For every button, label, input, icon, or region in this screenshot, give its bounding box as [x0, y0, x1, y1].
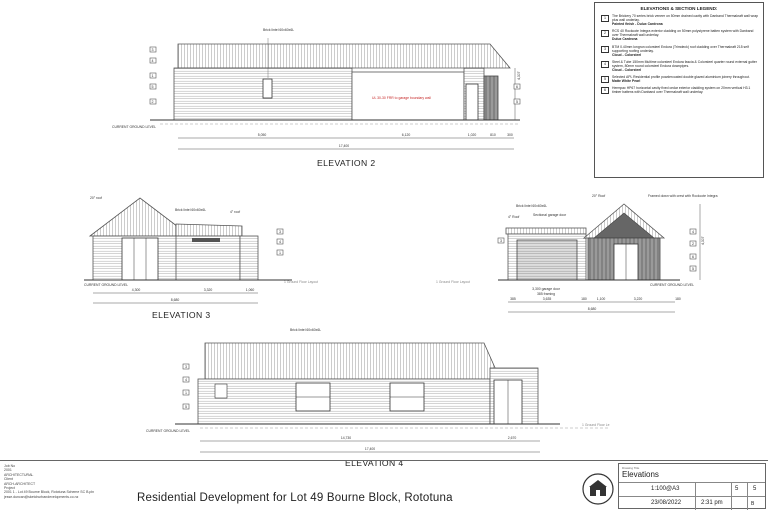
e2-dim-5: 300	[507, 133, 513, 137]
info-line: ARCHITECTURAL	[4, 472, 34, 477]
svg-text:4: 4	[279, 240, 281, 244]
svg-text:3: 3	[279, 230, 281, 234]
e1-framed-note: Framed down with crest with Rockcote Integra	[648, 194, 718, 198]
e3-total: 8,680	[170, 298, 180, 302]
e1-height-dim: 4,307	[701, 236, 705, 245]
e1-dim-3: 180	[581, 297, 587, 301]
svg-text:1: 1	[151, 74, 154, 78]
sheet-info	[618, 463, 766, 509]
revision-value: B	[751, 501, 755, 507]
e3-ground-label: CURRENT GROUND LEVEL	[84, 283, 129, 287]
e1-ground-label: CURRENT GROUND LEVEL	[650, 283, 695, 287]
e1-door-dim-1: 3,300 garage door	[532, 287, 560, 291]
elevation-3-title: ELEVATION 3	[152, 310, 211, 320]
legend-text: RCS 40 Rockcote Integra exterior cladding on 50mm polystyrene batten system with Danband over Thermakraft wall underlay.	[612, 29, 754, 38]
date-value: 23/08/2022	[651, 500, 682, 506]
legend-note: Painted finish - Dulux Cardrona	[612, 22, 663, 27]
legend-note: Matte White Pearl	[612, 79, 641, 84]
legend-text: Steel & Tube 150mm Multime colorsteel Endura fascia & Colorsteel quarter round external gutter system, 80mm round colorsteel Endura downpipes.	[612, 59, 757, 68]
e3-dim-1: 4,300	[131, 288, 141, 292]
legend-note: Dulux Cardrona	[612, 37, 638, 42]
project-title: Residential Development for Lot 49 Bourne Block, Rototuna	[137, 492, 453, 504]
elevation-1	[498, 204, 700, 312]
svg-text:4: 4	[692, 230, 694, 234]
svg-text:6: 6	[692, 255, 694, 259]
elevation-4-title: ELEVATION 4	[345, 458, 404, 468]
svg-text:2: 2	[692, 242, 694, 246]
legend-text: The Brickery 70 series brick veneer on 50mm drained cavity with Danband Thermakraft wall wrap plus wall underlay.	[612, 14, 758, 23]
e1-door-note: Sectional garage door	[533, 213, 567, 217]
e2-lintel-note: Brick lintel 60x60x6L	[263, 28, 295, 32]
e2-dim-1: 5,050	[257, 133, 267, 137]
elevation-4	[175, 343, 610, 452]
legend-item	[599, 75, 759, 83]
svg-text:4: 4	[151, 59, 154, 63]
scale-value: 1:100@A3	[651, 486, 680, 492]
e2-height-dim: 4,307	[517, 71, 521, 80]
company-logo-icon	[581, 472, 615, 506]
info-line: 2001 1 - Lot 49 Bourne Block, Rototuna Scheme SC B.pln	[4, 490, 95, 495]
e1-dim-4: 1,100	[596, 297, 606, 301]
sheet-title: Elevations	[622, 470, 659, 479]
info-line: Client	[4, 477, 13, 482]
legend-text: Selected APL Residential profile powdercoated double glazed aluminium joinery throughout.	[612, 75, 750, 80]
svg-text:4: 4	[185, 378, 187, 382]
elevation-2	[150, 38, 520, 149]
legend-text: Hermpac HP67 horizontal cavity fixed cedar exterior cladding system on 20mm vertical H3.1 timber battens with Danband over Thermakraft wall underlay.	[612, 86, 751, 95]
sheet-number: 5	[735, 486, 739, 492]
e1-dim-6: 180	[675, 297, 681, 301]
svg-text:5: 5	[692, 267, 694, 271]
svg-text:1: 1	[185, 391, 187, 395]
e1-total: 8,680	[587, 307, 597, 311]
info-line: ARCH-ARCHITECT	[4, 481, 36, 486]
legend-title: ELEVATIONS & SECTION LEGEND:	[640, 6, 718, 11]
legend-number: 3	[601, 46, 609, 53]
svg-text:6: 6	[516, 85, 518, 89]
e2-total: 17,400	[338, 144, 350, 148]
e1-floor-label: 1 Ground Floor Layout	[436, 280, 470, 284]
e3-floor-label: 1 Ground Floor Layout	[284, 280, 318, 284]
e1-dim-5: 3,220	[633, 297, 643, 301]
legend-note: Cloud - Colorsteel	[612, 52, 642, 57]
legend-number: 5	[601, 76, 609, 83]
e4-dim-2: 2,670	[507, 436, 517, 440]
e1-roof2-note: 20° Roof	[592, 194, 606, 198]
svg-text:1: 1	[279, 251, 281, 255]
elevation-2-title: ELEVATION 2	[317, 158, 376, 168]
svg-text:5: 5	[151, 85, 154, 89]
e4-floor-label: 1 Ground Floor Le	[582, 423, 610, 427]
legend-note: Cloud - Colorsteel	[612, 68, 642, 73]
e2-red-note: UL 30-30 FRR to garage boundary wall	[372, 96, 431, 100]
e1-lintel-note: Brick lintel 60x60x6L	[516, 204, 548, 208]
legend-number: 6	[601, 87, 609, 94]
svg-text:3: 3	[500, 239, 502, 243]
svg-text:2: 2	[151, 100, 154, 104]
info-line: 2001	[4, 468, 12, 473]
legend-number: 1	[601, 15, 609, 22]
sheet-title-label: Drawing Title	[622, 466, 640, 470]
legend-item	[599, 45, 759, 57]
e2-dim-2: 6,120	[401, 133, 411, 137]
info-line: Project	[4, 486, 15, 491]
e1-door-dim-2: 385 framing	[537, 292, 555, 296]
legend-item	[599, 60, 759, 72]
e3-lintel-note: Brick lintel 60x60x6L	[175, 208, 207, 212]
legend-text: BTM 0.40mm longrun colorsteel Endura (Trimdeck) roof cladding over Thermakraft 215 self supporting roofing underlay.	[612, 44, 749, 53]
legend-number: 4	[601, 61, 609, 68]
info-line: jesse.duncan@sketchurbandevelopments.co.nz	[4, 494, 79, 499]
legend-item	[599, 29, 759, 41]
e2-ground-label: CURRENT GROUND LEVEL	[112, 125, 157, 129]
e3-roof-note: 20° roof	[90, 196, 102, 200]
project-info	[4, 464, 134, 499]
e4-ground-label: CURRENT GROUND LEVEL	[146, 429, 191, 433]
e3-roof2-note: 4° roof	[230, 210, 241, 214]
svg-text:3: 3	[185, 365, 187, 369]
legend-item	[599, 86, 759, 94]
e4-lintel-note: Brick lintel 60x60x6L	[290, 328, 322, 332]
svg-text:3: 3	[151, 48, 154, 52]
e3-dim-2: 3,320	[203, 288, 213, 292]
elevation-3	[84, 198, 292, 303]
e1-dim-2: 3,635	[542, 297, 552, 301]
e4-dim-1: 14,730	[340, 436, 352, 440]
sheet-total: 5	[753, 486, 757, 492]
e2-dim-4: 810	[490, 133, 496, 137]
e1-dim-1: 385	[510, 297, 516, 301]
info-line: Job No	[4, 464, 16, 468]
e3-dim-3: 1,060	[245, 288, 255, 292]
e2-dim-3: 1,020	[467, 133, 477, 137]
legend-item	[599, 14, 759, 26]
legend-number: 2	[601, 30, 609, 37]
svg-text:5: 5	[185, 405, 187, 409]
time-value: 2:31 pm	[701, 500, 723, 506]
svg-text:5: 5	[516, 100, 518, 104]
legend-panel	[594, 2, 764, 178]
e1-roof-note: 4° Roof	[508, 215, 520, 219]
e4-total: 17,400	[364, 447, 376, 451]
